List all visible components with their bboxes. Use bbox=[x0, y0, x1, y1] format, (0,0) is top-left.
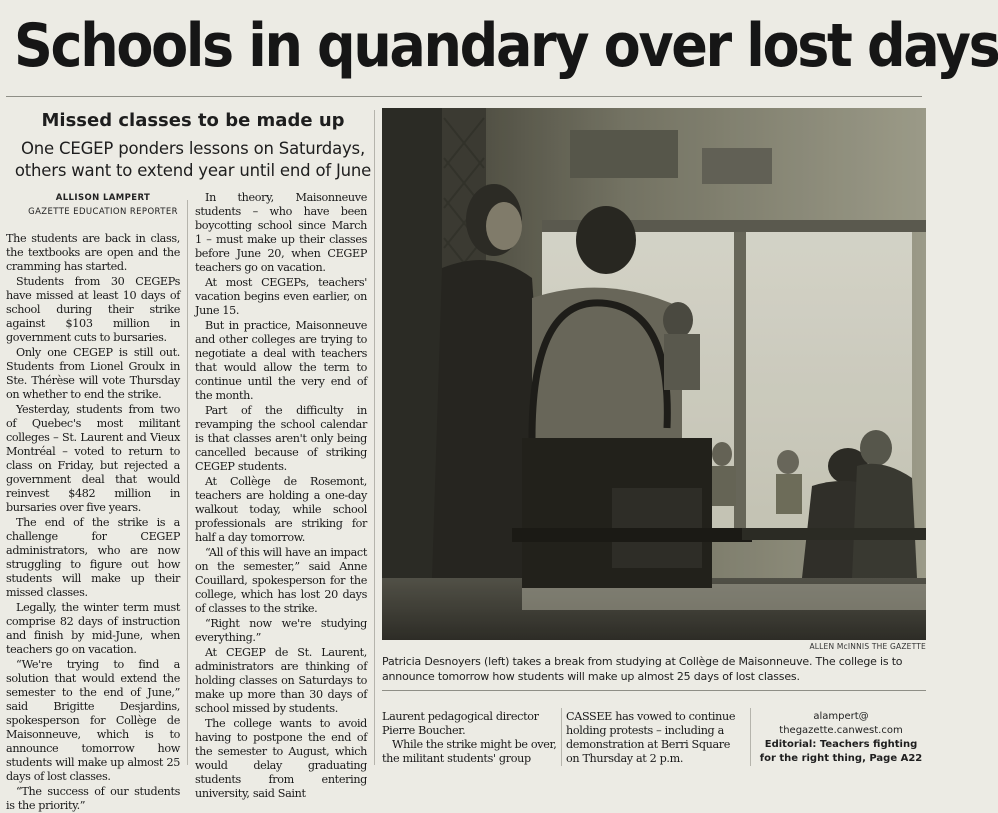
paragraph: “We're trying to find a solution that would extend the semester to the end of June,” said Brigitte Desjardins, spokesperson for Collège de Maisonneuve, which is to announce tomorrow how students will make up almost 25 days of lost classes. bbox=[6, 658, 180, 783]
article-column-2 bbox=[195, 191, 367, 800]
top-rule bbox=[6, 96, 922, 97]
column-divider bbox=[374, 110, 375, 765]
deck-sub bbox=[8, 138, 378, 182]
column-divider bbox=[561, 708, 562, 766]
website: thegazette.canwest.com bbox=[779, 725, 903, 736]
column-divider bbox=[187, 200, 188, 765]
paragraph: Part of the difficulty in revamping the school calendar is that classes aren't only being cancelled because of striking CEGEP students. bbox=[195, 404, 367, 473]
paragraph: Only one CEGEP is still out. Students from Lionel Groulx in Ste. Thérèse will vote Thursday on whether to end the strike. bbox=[6, 346, 180, 401]
author-email: alampert@ bbox=[813, 711, 869, 722]
deck-sub-line-1: One CEGEP ponders lessons on Saturdays, bbox=[21, 139, 365, 158]
paragraph: The students are back in class, the textbooks are open and the cramming has started. bbox=[6, 232, 180, 273]
news-photo bbox=[382, 108, 926, 640]
deck-head: Missed classes to be made up bbox=[41, 110, 345, 131]
byline-role: GAZETTE EDUCATION REPORTER bbox=[28, 207, 178, 217]
paragraph: In theory, Maisonneuve students – who have been boycotting school since March 1 – must make up their classes before June 20, when CEGEP teachers go on vacation. bbox=[195, 191, 367, 274]
paragraph: “The success of our students is the priority.” bbox=[6, 785, 180, 812]
photo-credit: ALLEN McINNIS THE GAZETTE bbox=[809, 642, 926, 651]
byline bbox=[18, 191, 188, 219]
column-divider bbox=[750, 708, 751, 766]
article-column-3 bbox=[382, 710, 558, 766]
paragraph: The college wants to avoid having to postpone the end of the semester to August, which would delay graduating students from entering university, said Saint bbox=[195, 717, 367, 800]
caption-rule bbox=[382, 690, 926, 691]
paragraph: CASSEE has vowed to continue holding protests – including a demonstration at Berri Square on Thursday at 2 p.m. bbox=[566, 710, 736, 765]
contact-box bbox=[756, 710, 926, 766]
paragraph: Students from 30 CEGEPs have missed at least 10 days of school during their strike against $103 million in government cuts to bursaries. bbox=[6, 275, 180, 344]
paragraph: Legally, the winter term must comprise 82 days of instruction and finish by mid-June, when teachers go on vacation. bbox=[6, 601, 180, 656]
editorial-reference-line-1: Editorial: Teachers fighting bbox=[764, 739, 918, 750]
paragraph: “All of this will have an impact on the semester,” said Anne Couillard, spokesperson for the college, which has lost 20 days of classes to the strike. bbox=[195, 546, 367, 615]
paragraph: Laurent pedagogical director Pierre Boucher. bbox=[382, 710, 539, 737]
article-column-4 bbox=[566, 710, 744, 766]
paragraph: While the strike might be over, the militant students' group bbox=[382, 738, 557, 765]
paragraph: But in practice, Maisonneuve and other colleges are trying to negotiate a deal with teachers that would allow the term to continue until the very end of the month. bbox=[195, 319, 367, 402]
byline-author: ALLISON LAMPERT bbox=[55, 193, 151, 203]
article-column-1 bbox=[6, 232, 180, 812]
editorial-reference-line-2: for the right thing, Page A22 bbox=[759, 753, 923, 764]
deck-sub-line-2: others want to extend year until end of June bbox=[14, 161, 372, 180]
paragraph: At Collège de Rosemont, teachers are holding a one-day walkout today, while school professionals are striking for half a day tomorrow. bbox=[195, 475, 367, 544]
paragraph: The end of the strike is a challenge for CEGEP administrators, who are now struggling to figure out how students will make up their missed classes. bbox=[6, 516, 180, 599]
paragraph: At CEGEP de St. Laurent, administrators are thinking of holding classes on Saturdays to make up more than 30 days of school missed by students. bbox=[195, 646, 367, 715]
paragraph: “Right now we're studying everything.” bbox=[195, 617, 367, 644]
headline: Schools in quandary over lost days bbox=[14, 11, 998, 81]
paragraph: Yesterday, students from two of Quebec's most militant colleges – St. Laurent and Vieux Montréal – voted to return to class on Friday, but rejected a government deal that would reinvest $482 million in bursaries over five years. bbox=[6, 403, 180, 514]
deck bbox=[8, 108, 378, 182]
photo-caption: Patricia Desnoyers (left) takes a break from studying at Collège de Maisonneuve. The college is to announce tomorrow how students will make up almost 25 days of lost classes. bbox=[382, 655, 903, 683]
paragraph: At most CEGEPs, teachers' vacation begins even earlier, on June 15. bbox=[195, 276, 367, 317]
